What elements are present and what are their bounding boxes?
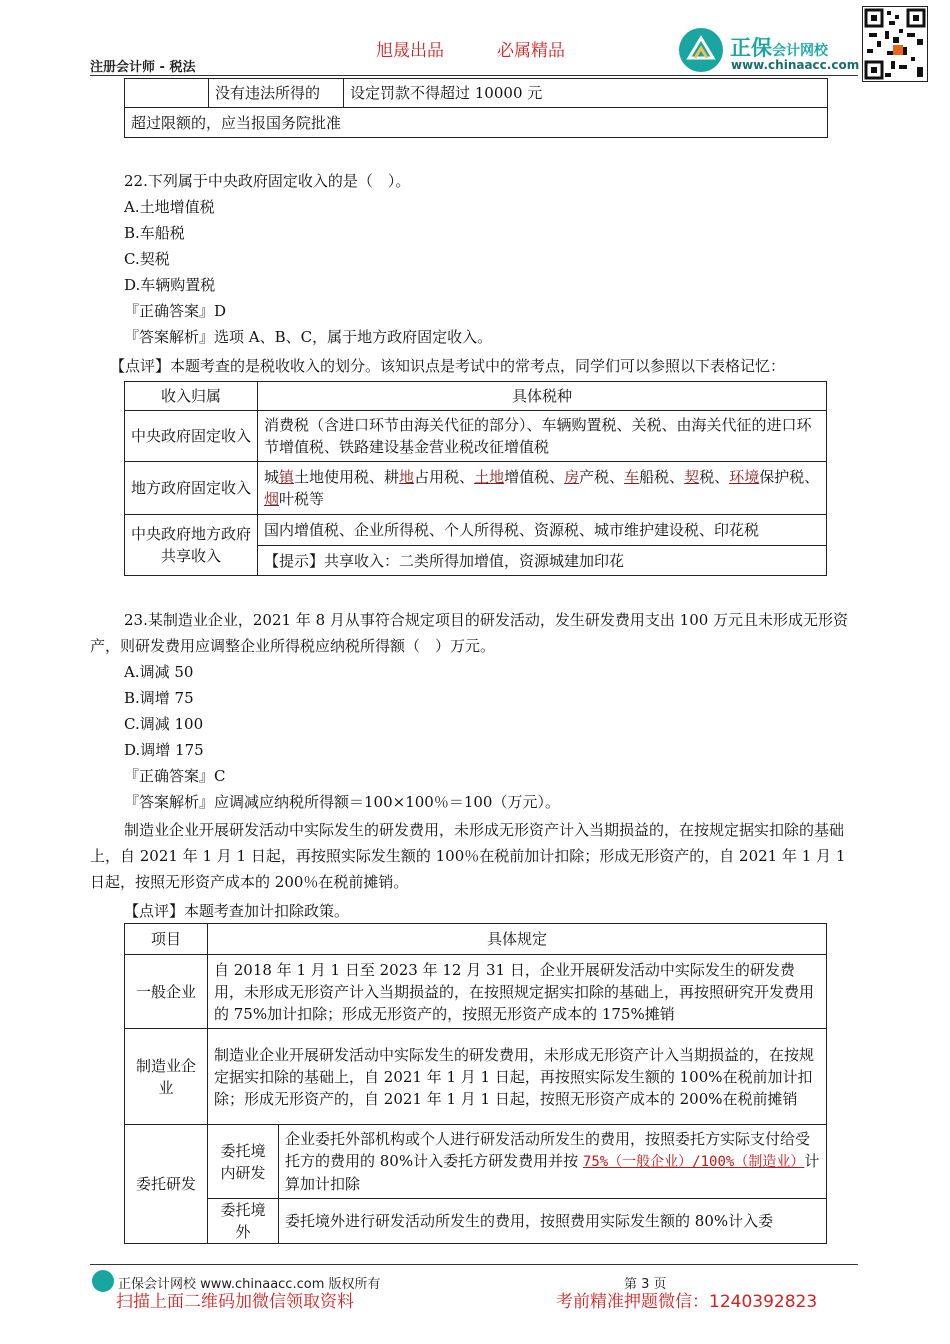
deduction-rate-link[interactable]: 75%（一般企业）/100%（制造业） bbox=[582, 1154, 805, 1170]
text-segment: 城 bbox=[264, 468, 280, 486]
text-segment: 船税、 bbox=[639, 468, 685, 486]
highlight: 契 bbox=[684, 468, 700, 486]
footer-logo-icon bbox=[92, 1270, 114, 1292]
header-subtitle: 注册会计师 - 税法 bbox=[90, 60, 196, 75]
footer-page-number: 第 3 页 bbox=[624, 1277, 667, 1292]
footer-divider bbox=[90, 1264, 858, 1265]
table-cell: 中央政府固定收入 bbox=[125, 411, 258, 462]
text-segment: 土地使用税、耕 bbox=[294, 468, 400, 486]
q22-option-a: A.土地增值税 bbox=[124, 198, 215, 216]
q23-answer: 『正确答案』C bbox=[124, 767, 226, 785]
table-cell: 消费税（含进口环节由海关代征的部分）、车辆购置税、关税、由海关代征的进口环节增值税、铁路建设基金营业税改征增值税 bbox=[258, 411, 827, 462]
footer-rights: 版权所有 bbox=[328, 1277, 381, 1292]
logo bbox=[679, 28, 723, 72]
footer-left-promo: 扫描上面二维码加微信领取资料 bbox=[116, 1292, 354, 1312]
text-segment: 占用税、 bbox=[414, 468, 475, 486]
q23-comment: 【点评】本题考查加计扣除政策。 bbox=[124, 902, 350, 920]
text-segment: 税、 bbox=[699, 468, 730, 486]
q23-option-d: D.调增 175 bbox=[124, 741, 204, 759]
table-header: 项目 bbox=[125, 924, 208, 955]
table-cell bbox=[258, 462, 827, 515]
text-segment: 保护税、 bbox=[759, 468, 820, 486]
text-segment: 计算加计扣除 bbox=[285, 1152, 820, 1193]
q22-question: 22.下列属于中央政府固定收入的是（ ）。 bbox=[124, 172, 411, 190]
logo-url: www.chinaacc.com bbox=[731, 58, 860, 72]
table-cell: 【提示】共享收入：二类所得加增值，资源城建加印花 bbox=[258, 546, 827, 576]
table-cell bbox=[125, 79, 209, 108]
footer-brand: 正保会计网校 bbox=[118, 1277, 197, 1292]
table-cell: 制造业企业开展研发活动中实际发生的研发费用，未形成无形资产计入当期损益的，在按规定据实扣除的基础上，自 2021 年 1 月 1 日起，再按照实际发生额的 100%在税前加计扣除；形成无形资产的，自 2021 年 1 月 1 日起，按照无形资产成本的 200%在税前摊销 bbox=[208, 1029, 827, 1125]
highlight: 环境 bbox=[729, 468, 760, 486]
table-cell: 委托研发 bbox=[125, 1125, 208, 1244]
table-cell: 中央政府地方政府共享收入 bbox=[125, 515, 258, 576]
q22-comment: 【点评】本题考查的是税收收入的划分。该知识点是考试中的常考点，同学们可以参照以下表格记忆： bbox=[110, 357, 786, 375]
table-cell: 没有违法所得的 bbox=[209, 79, 344, 108]
table-cell: 制造业企业 bbox=[125, 1029, 208, 1125]
q22-option-c: C.契税 bbox=[124, 250, 170, 268]
q23-question: 23.某制造业企业，2021 年 8 月从事符合规定项目的研发活动，发生研发费用支出 100 万元且未形成无形资产，则研发费用应调整企业所得税应纳税所得额（ ）万元。 bbox=[90, 611, 849, 655]
highlight: 土地 bbox=[474, 468, 505, 486]
header-divider bbox=[90, 75, 858, 76]
q22-answer: 『正确答案』D bbox=[124, 302, 227, 320]
table-cell: 国内增值税、企业所得税、个人所得税、资源税、城市维护建设税、印花税 bbox=[258, 515, 827, 546]
q23-option-c: C.调减 100 bbox=[124, 715, 204, 733]
table-cell bbox=[279, 1125, 827, 1199]
text-segment: 企业委托外部机构或个人进行研发活动所发生的费用，按照委托方实际支付给受托方的费用的 80%计入委托方研发费用并按 bbox=[285, 1130, 811, 1170]
table-cell: 委托境内研发 bbox=[208, 1125, 279, 1199]
header-slogan-right: 必属精品 bbox=[497, 41, 565, 61]
highlight: 车 bbox=[624, 468, 640, 486]
footer-right-promo: 考前精准押题微信：1240392823 bbox=[556, 1292, 818, 1312]
q22-analysis: 『答案解析』选项 A、B、C，属于地方政府固定收入。 bbox=[124, 328, 493, 346]
logo-name: 正保 bbox=[730, 36, 772, 60]
rd-deduction-table bbox=[124, 923, 827, 1244]
text-segment: 叶税等 bbox=[279, 490, 325, 508]
text-segment: 增值税、 bbox=[504, 468, 565, 486]
header-slogan-left: 旭晟出品 bbox=[376, 41, 444, 61]
table-cell: 超过限额的，应当报国务院批准 bbox=[125, 108, 828, 138]
table-cell: 委托境外 bbox=[208, 1199, 279, 1244]
highlight: 烟 bbox=[264, 490, 280, 508]
table-cell: 地方政府固定收入 bbox=[125, 462, 258, 515]
table-header: 收入归属 bbox=[125, 382, 258, 411]
table-cell: 自 2018 年 1 月 1 日至 2023 年 12 月 31 日，企业开展研发活动中实际发生的研发费用，未形成无形资产计入当期损益的，在按照规定据实扣除的基础上，再按照研究开发费用的 75%加计扣除；形成无形资产的，按照无形资产成本的 175%摊销 bbox=[208, 955, 827, 1029]
q23-analysis: 『答案解析』应调减应纳税所得额＝100×100％＝100（万元）。 bbox=[124, 793, 560, 811]
highlight: 房 bbox=[564, 468, 580, 486]
table-cell: 一般企业 bbox=[125, 955, 208, 1029]
revenue-division-table bbox=[124, 381, 827, 576]
logo-mark-icon bbox=[679, 28, 723, 72]
table-header: 具体税种 bbox=[258, 382, 827, 411]
footer-url[interactable]: www.chinaacc.com bbox=[200, 1277, 325, 1292]
q22-option-d: D.车辆购置税 bbox=[124, 276, 216, 294]
table-header: 具体规定 bbox=[208, 924, 827, 955]
qr-code-icon[interactable] bbox=[862, 6, 928, 82]
q23-option-b: B.调增 75 bbox=[124, 689, 194, 707]
q23-explanation: 制造业企业开展研发活动中实际发生的研发费用，未形成无形资产计入当期损益的，在按规定据实扣除的基础上，自 2021 年 1 月 1 日起，再按照实际发生额的 100％在税前加计扣除；形成无形资产的，自 2021 年 1 月 1 日起，按照无形资产成本的 200％在税前摊销。 bbox=[90, 821, 846, 891]
text-segment: 产税、 bbox=[579, 468, 625, 486]
table-cell: 委托境外进行研发活动所发生的费用，按照费用实际发生额的 80%计入委 bbox=[279, 1199, 827, 1244]
top-penalty-table bbox=[124, 78, 828, 138]
table-cell: 设定罚款不得超过 10000 元 bbox=[344, 79, 828, 108]
q22-option-b: B.车船税 bbox=[124, 224, 185, 242]
q23-option-a: A.调减 50 bbox=[124, 663, 194, 681]
highlight: 镇 bbox=[279, 468, 295, 486]
highlight: 地 bbox=[399, 468, 415, 486]
logo-suffix: 会计网校 bbox=[772, 43, 828, 59]
